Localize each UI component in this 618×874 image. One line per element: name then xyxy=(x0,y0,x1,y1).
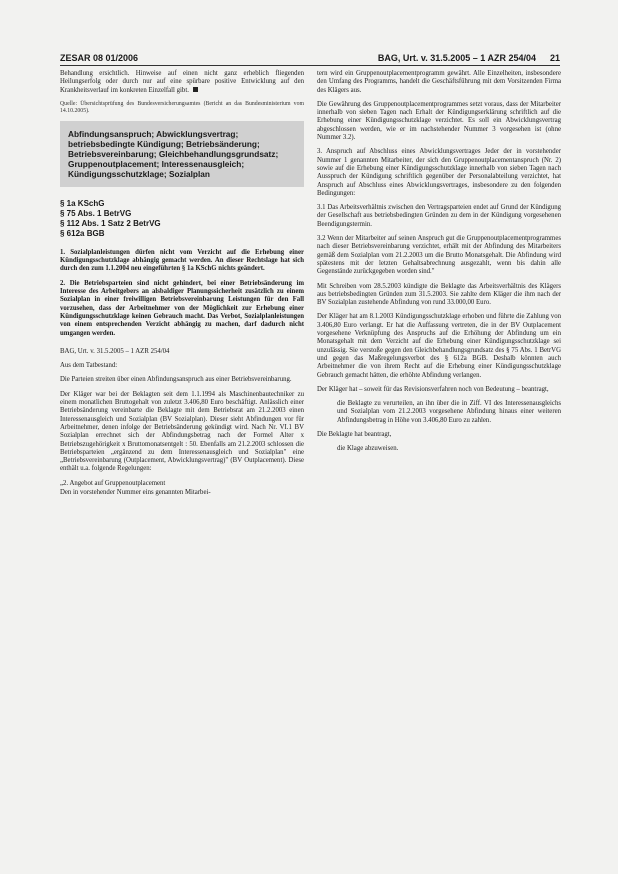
facts-paragraph: Die Parteien streiten über einen Abfindungsanspruch aus einer Betriebsvereinbarung. xyxy=(60,376,292,384)
law-reference: § 112 Abs. 1 Satz 2 BetrVG xyxy=(60,218,161,228)
law-reference: § 75 Abs. 1 BetrVG xyxy=(60,208,132,218)
body-paragraph: 3. Anspruch auf Abschluss eines Abwicklungsvertrages Jeder der in vorstehender Nummer 1 genannten Mitarbeiter, der sich den Gruppenoutplacementanspruch (Nr. 2) sowie auf die Erhebung einer Kündigungsschutzklage innerhalb von sieben Tagen nach Ausspruch der Kündigung schriftlich gegenüber der Personalabteilung verzichtet, hat Anspruch auf Abschluss eines Abwicklungsvertrages, insbesondere zu den folgenden Bedingungen: xyxy=(317,148,561,197)
facts-paragraph: Der Kläger war bei der Beklagten seit dem 1.1.1994 als Maschinenbautechniker zu einem monatlichen Bruttogehalt von zuletzt 3.406,80 Euro beschäftigt. Anlässlich einer Betriebsänderung vereinbarte die Beklagte mit dem Betriebsrat am 21.2.2003 einen Interessenausgleich und Sozialplan (BV Sozialplan). Dieser sieht Abfindungen vor für Arbeitnehmer, denen infolge der Betriebsänderung gekündigt wird. Nach Nr. VI.1 BV Sozialplan errechnet sich der Abfindungsbetrag nach der Formel Alter x Betriebszugehörigkeit x Bruttomonatsentgelt : 50. Ebenfalls am 21.2.2003 schlossen die Betriebsparteien „ergänzend zu dem Interessenausgleich und Sozialplan" eine „Betriebsvereinbarung (Outplacement, Abwicklungsvertrag)" (BV Outplacement). Diese enthält u.a. folgende Regelungen: xyxy=(60,390,304,473)
headnote-2: 2. Die Betriebsparteien sind nicht gehindert, bei einer Betriebsänderung im Interesse des Arbeitgebers an alsbaldiger Planungssicherheit zusätzlich zu einem Sozialplan in einer freiwilligen Betriebsvereinbarung Leistungen für den Fall vorzusehen, dass der Arbeitnehmer von der Möglichkeit zur Erhebung einer Kündigungsschutzklage keinen Gebrauch macht. Das Verbot, Sozialplanleistungen von einem entsprechenden Verzicht abhängig zu machen, darf dadurch nicht umgangen werden. xyxy=(60,279,304,337)
body-paragraph: tern wird ein Gruppenoutplacementprogramm gewährt. Alle Einzelheiten, insbesondere den Umfang des Programms, handelt die Geschäftsführung mit dem Vorsitzenden Firma des Klägers aus. xyxy=(317,70,561,94)
left-column xyxy=(60,70,304,503)
motion-paragraph: die Klage abzuweisen. xyxy=(337,445,399,453)
body-paragraph: Die Gewährung des Gruppenoutplacementprogrammes setzt voraus, dass der Mitarbeiter innerhalb von sieben Tagen nach Erhalt der Kündigungserklärung schriftlich auf die Erhebung einer Kündigungsschutzklage verzichtet. Es soll ein Abwicklungsvertrag abgeschlossen werden, wie er im nachstehender Nummer 3 vorgesehen ist (ohne Nummer 3.2). xyxy=(317,100,561,142)
law-references xyxy=(60,199,304,239)
end-mark-icon xyxy=(193,87,198,92)
body-paragraph: 3.2 Wenn der Mitarbeiter auf seinen Anspruch gut die Gruppenoutplacementprogrammes nach dieser Betriebsvereinbarung verzichtet, erhält mit der Abfindung des Mitarbeiters gemäß dem Sozialplan vom 21.2.2003 um die Brutto Monatsgehalt. Die Abfindung wird spätestens mit der letzten Gehaltsabrechnung ausgezahlt, wenn bis dahin alle Gegenstände zurückgegeben worden sind." xyxy=(317,235,561,276)
law-reference: § 1a KSchG xyxy=(60,198,105,208)
quoted-heading: „2. Angebot auf Gruppenoutplacement xyxy=(60,479,166,487)
body-paragraph: Mit Schreiben vom 28.5.2003 kündigte die Beklagte das Arbeitsverhältnis des Klägers aus betriebsbedingten Gründen zum 31.5.2003. Sie zahlte dem Kläger die ihm nach der BV Sozialplan zustehende Abfindung von rund 33.000,00 Euro. xyxy=(317,282,561,307)
body-paragraph: 3.1 Das Arbeitsverhältnis zwischen den Vertragsparteien endet auf Grund der Kündigung der Gesellschaft aus betriebsbedingten Gründen zu dem in der Kündigung vorgesehenen Beendigungstermin. xyxy=(317,204,561,228)
source-note: Quelle: Übersichtsprüfung des Bundesversicherungsamtes (Bericht an das Bundesministerium vom 14.10.2005). xyxy=(60,100,304,114)
body-paragraph: Der Kläger hat – soweit für das Revisionsverfahren noch von Bedeutung – beantragt, xyxy=(317,385,549,393)
running-citation: BAG, Urt. v. 31.5.2005 – 1 AZR 254/04 xyxy=(377,53,536,63)
law-reference: § 612a BGB xyxy=(60,228,105,238)
body-paragraph: Die Beklagte hat beantragt, xyxy=(317,430,392,438)
case-citation: BAG, Urt. v. 31.5.2005 – 1 AZR 254/04 xyxy=(60,347,170,355)
motion-paragraph: die Beklagte zu verurteilen, an ihn über die in Ziff. VI des Interessenausgleichs und Sozialplan vom 21.2.2003 vorgesehene Abfindung hinaus einer weiteren Abfindungsbetrag in Höhe von 3.406,80 Euro zu zahlen. xyxy=(337,400,561,424)
keywords-box: Abfindungsanspruch; Abwicklungsvertrag; betriebsbedingte Kündigung; Betriebsänderung; Betriebsvereinbarung; Gleichbehandlungsgrundsatz; Gruppenoutplacement; Interessenausgleich; Kündigungsschutzklage; Sozialplan xyxy=(60,121,304,187)
body-paragraph: Der Kläger hat am 8.1.2003 Kündigungsschutzklage erhoben und führte die Zahlung von 3.406,80 Euro verlangt. Er hat die Auffassung vertreten, die in der BV Outplacement vorgesehene Verknüpfung des Anspruchs auf die Erhöhung der Abfindung um ein Monatsgehalt mit dem Verzicht auf die Erhebung einer Kündigungsschutzklage sei unzulässig. Sie verstoße gegen den Gleichbehandlungsgrundsatz des § 75 Abs. 1 BetrVG und gegen das Maßregelungsverbot des § 612a BGB. Deshalb könnten auch Arbeitnehmer die von ihrem Recht auf die Erhebung einer Kündigungsschutzklage Gebrauch gemacht hätten, die erhöhte Abfindung verlangen. xyxy=(317,313,561,379)
page-number: 21 xyxy=(549,53,560,63)
page-header xyxy=(60,49,560,66)
journal-name: ZESAR 08 01/2006 xyxy=(60,53,139,63)
section-heading: Aus dem Tatbestand: xyxy=(60,362,118,370)
right-column xyxy=(317,70,561,460)
headnote-1: 1. Sozialplanleistungen dürfen nicht vom Verzicht auf die Erhebung einer Kündigungsschutzklage abhängig gemacht werden. An dieser Rechtslage hat sich durch den zum 1.1.2004 neu eingeführten § 1a KSchG nichts geändert. xyxy=(60,248,304,273)
intro-paragraph: Behandlung ersichtlich. Hinweise auf einen nicht ganz erheblich fliegenden Heilungserfolg oder durch nur auf eine spürbare positive Entwicklung auf den Krankheitsverlauf im konkreten Einzelfall gibt. xyxy=(60,70,304,94)
facts-paragraph: Den in vorstehender Nummer eins genannten Mitarbei- xyxy=(60,489,211,497)
